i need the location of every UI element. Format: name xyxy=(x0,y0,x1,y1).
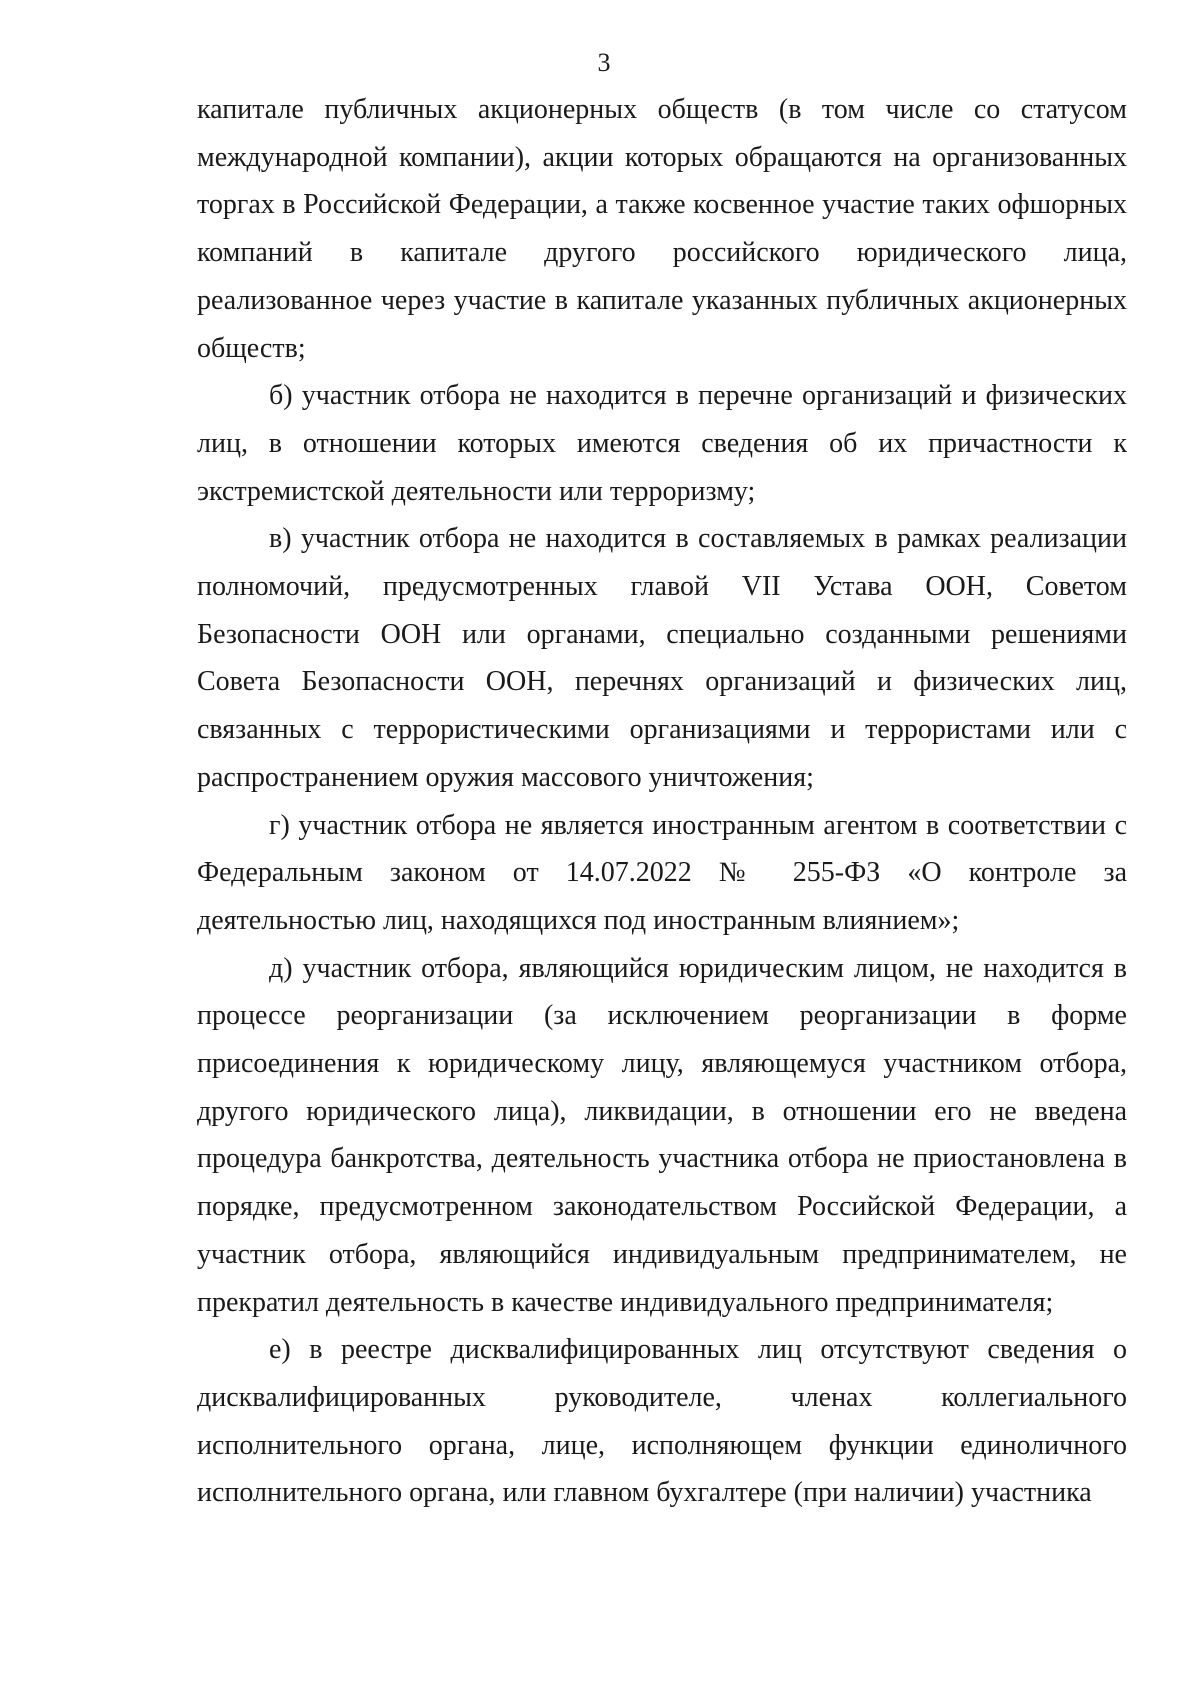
paragraph-item-v: в) участник отбора не находится в составляемых в рамках реализации полномочий, предусмотренных главой VII Устава ООН, Советом Безопасности ООН или органами, специально созданными решениями Совета Безопасности ООН, перечнях организаций и физических лиц, связанных с террористическими организациями и террористами или с распространением оружия массового уничтожения; xyxy=(197,523,1127,793)
document-body xyxy=(197,86,1127,1517)
page-number: 3 xyxy=(597,48,611,77)
paragraph-item-d: д) участник отбора, являющийся юридическим лицом, не находится в процессе реорганизации (за исключением реорганизации в форме присоединения к юридическому лицу, являющемуся участником отбора, другого юридического лица), ликвидации, в отношении его не введена процедура банкротства, деятельность участника отбора не приостановлена в порядке, предусмотренном законодательством Российской Федерации, а участник отбора, являющийся индивидуальным предпринимателем, не прекратил деятельность в качестве индивидуального предпринимателя; xyxy=(197,952,1127,1318)
paragraph-item-e: е) в реестре дисквалифицированных лиц отсутствуют сведения о дисквалифицированных руководителе, членах коллегиального исполнительного органа, лице, исполняющем функции единоличного исполнительного органа, или главном бухгалтере (при наличии) участника xyxy=(197,1334,1127,1509)
paragraph-continuation: капитале публичных акционерных обществ (в том числе со статусом международной компании), акции которых обращаются на организованных торгах в Российской Федерации, а также косвенное участие таких офшорных компаний в капитале другого российского юридического лица, реализованное через участие в капитале указанных публичных акционерных обществ; xyxy=(197,94,1127,364)
paragraph-item-b: б) участник отбора не находится в перечне организаций и физических лиц, в отношении которых имеются сведения об их причастности к экстремистской деятельности или терроризму; xyxy=(197,380,1127,507)
paragraph-item-g: г) участник отбора не является иностранным агентом в соответствии с Федеральным законом от 14.07.2022 № 255-ФЗ «О контроле за деятельностью лиц, находящихся под иностранным влиянием»; xyxy=(197,809,1127,936)
